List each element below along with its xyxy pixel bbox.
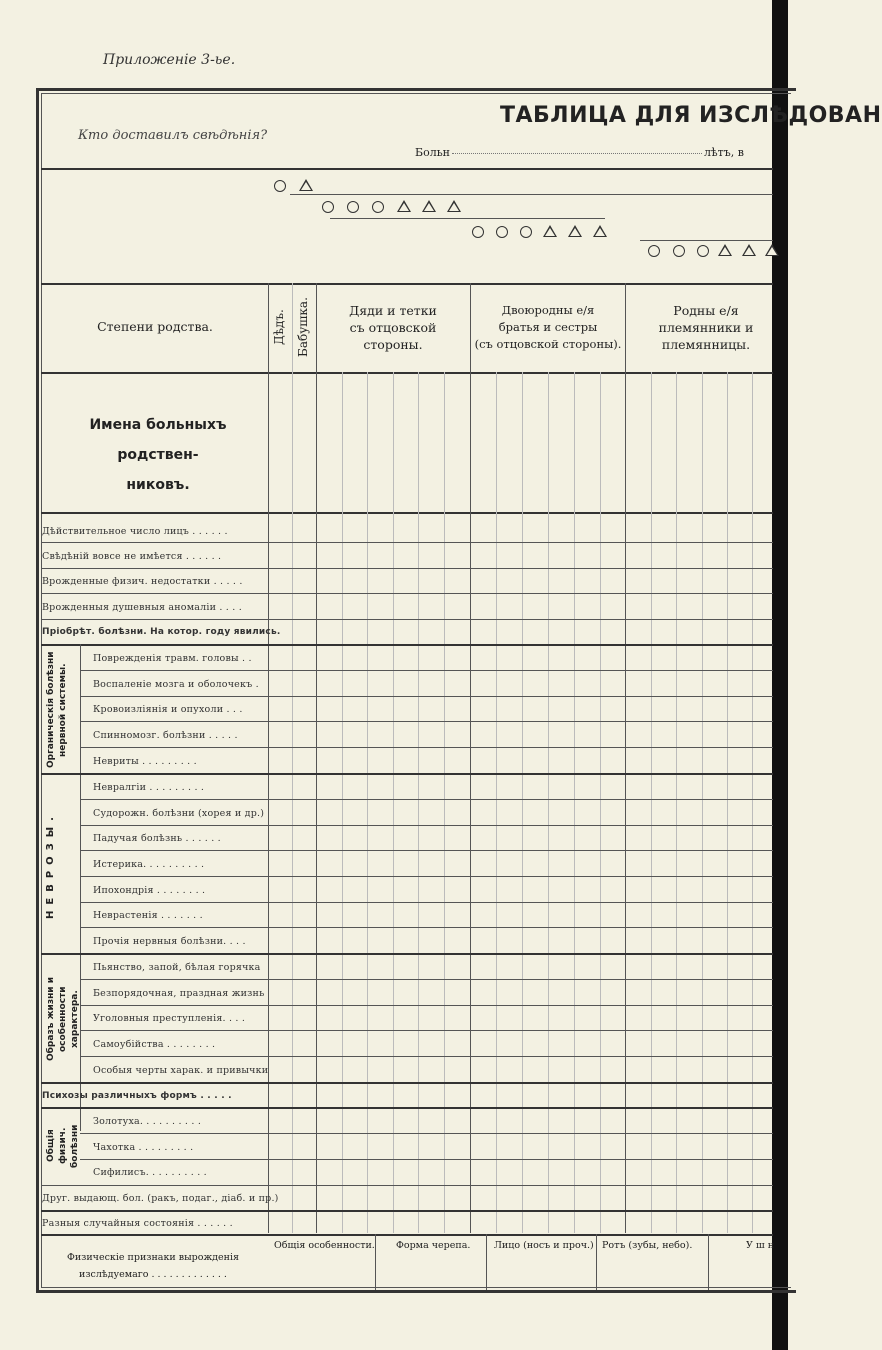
cousins-header: Двоюродны е/я братья и сестры (съ отцовской стороны). bbox=[474, 303, 622, 351]
pedigree-line-2 bbox=[330, 218, 605, 219]
male-symbol bbox=[447, 200, 461, 212]
row-other-nervous: Прочія нервныя болѣзни. . . . bbox=[93, 936, 246, 947]
grandmother-header: Бабушка. bbox=[296, 297, 310, 357]
row-hysteria: Истерика. . . . . . . . . . bbox=[93, 859, 205, 870]
footer-ears: У ш н bbox=[746, 1240, 775, 1251]
col-line-degree bbox=[268, 283, 269, 1233]
group-general-label: Общія физич. болѣзни bbox=[46, 1124, 80, 1168]
row-psychoses: Психозы различныхъ формъ . . . . . bbox=[42, 1091, 232, 1101]
pedigree-line-3 bbox=[640, 240, 773, 241]
row-drunkenness: Пьянство, запой, бѣлая горячка bbox=[93, 962, 261, 973]
row-actual-count: Дѣйствительное число лицъ . . . . . . bbox=[42, 526, 228, 537]
patient-name-blank[interactable] bbox=[452, 153, 702, 154]
row-neuralgia: Невралгіи . . . . . . . . . bbox=[93, 782, 205, 793]
row-disorderly-life: Безпорядочная, праздная жизнь bbox=[93, 988, 265, 999]
male-symbol bbox=[593, 225, 607, 237]
names-bottom-rule bbox=[41, 512, 773, 514]
row-neurasthenia: Неврастенія . . . . . . . bbox=[93, 910, 203, 921]
header-bottom-rule bbox=[41, 372, 773, 374]
group-separator-line bbox=[80, 644, 81, 1131]
female-symbol bbox=[372, 201, 384, 213]
pedigree-top-rule bbox=[41, 168, 773, 170]
male-symbol bbox=[742, 244, 756, 256]
sick-relatives-names-label: Имена больныхъ родствен- никовъ. bbox=[89, 417, 227, 493]
row-hemorrhage-tumors: Кровоизліянія и опухоли . . . bbox=[93, 704, 243, 715]
row-epilepsy: Падучая болѣзнь . . . . . . bbox=[93, 833, 221, 844]
male-symbol bbox=[422, 200, 436, 212]
male-symbol bbox=[568, 225, 582, 237]
group-organic-label: Органическія болѣзни нервной системы. bbox=[46, 651, 68, 769]
row-brain-inflammation: Воспаленіе мозга и оболочекъ . bbox=[93, 679, 259, 690]
patient-years-label: лѣтъ, в bbox=[704, 146, 744, 159]
row-head-trauma: Поврежденія травм. головы . . bbox=[93, 653, 252, 664]
row-no-info: Свѣдѣній вовсе не имѣется . . . . . . bbox=[42, 551, 222, 562]
uncles-header: Дяди и тетки съ отцовской стороны. bbox=[349, 303, 437, 352]
male-symbol bbox=[765, 244, 779, 256]
row-syphilis: Сифилисъ. . . . . . . . . . bbox=[93, 1167, 207, 1178]
male-symbol bbox=[299, 179, 313, 191]
table-top-rule bbox=[41, 283, 773, 285]
row-acquired-diseases: Пріобрѣт. болѣзни. На котор. году явились. bbox=[42, 627, 281, 637]
female-symbol bbox=[673, 245, 685, 257]
row-suicides: Самоубійства . . . . . . . . bbox=[93, 1039, 216, 1050]
female-symbol bbox=[496, 226, 508, 238]
row-congenital-mental: Врожденныя душевныя аномаліи . . . . bbox=[42, 602, 242, 613]
row-character-traits: Особыя черты харак. и привычки bbox=[93, 1065, 269, 1076]
appendix-label: Приложеніе 3-ье. bbox=[103, 52, 236, 68]
row-scrofula: Золотуха. . . . . . . . . . bbox=[93, 1116, 202, 1127]
kin-header: Родны е/я племянники и племянницы. bbox=[658, 303, 754, 352]
footer-face: Лицо (носъ и проч.) bbox=[494, 1240, 594, 1251]
page-title: ТАБЛИЦА ДЛЯ ИЗСЛѢДОВАН bbox=[500, 103, 882, 128]
group-lifestyle-label: Образъ жизни и особенности характера. bbox=[46, 976, 80, 1062]
row-spinal-diseases: Спинномозг. болѣзни . . . . . bbox=[93, 730, 238, 741]
female-symbol bbox=[648, 245, 660, 257]
female-symbol bbox=[347, 201, 359, 213]
footer-mouth: Ротъ (зубы, небо). bbox=[602, 1240, 693, 1251]
row-congenital-physical: Врожденные физич. недостатки . . . . . bbox=[42, 576, 243, 587]
group-neuroses-label: НЕВРОЗЫ. bbox=[45, 811, 56, 919]
row-random-states: Разныя случайныя состоянія . . . . . . bbox=[42, 1218, 233, 1229]
male-symbol bbox=[543, 225, 557, 237]
male-symbol bbox=[718, 244, 732, 256]
who-supplied-label: Кто доставилъ свѣдѣнія? bbox=[78, 128, 268, 143]
footer-general-features: Общія особенности. bbox=[274, 1240, 375, 1251]
footer-skull-form: Форма черепа. bbox=[396, 1240, 471, 1251]
female-symbol bbox=[274, 180, 286, 192]
degree-header: Степени родства. bbox=[97, 319, 213, 334]
female-symbol bbox=[697, 245, 709, 257]
grandfather-header: Дѣдъ. bbox=[272, 309, 286, 345]
row-consumption: Чахотка . . . . . . . . . bbox=[93, 1142, 194, 1153]
row-neuritis: Невриты . . . . . . . . . bbox=[93, 756, 197, 767]
row-hypochondria: Ипохондрія . . . . . . . . bbox=[93, 885, 206, 896]
female-symbol bbox=[472, 226, 484, 238]
pedigree-line-1 bbox=[290, 194, 773, 195]
row-convulsive-diseases: Судорожн. болѣзни (хорея и др.) bbox=[93, 808, 265, 819]
degeneration-signs-label: Физическіе признаки вырожденія изслѣдуемаго . . . . . . . . . . . . . bbox=[66, 1252, 240, 1280]
row-criminal-acts: Уголовныя преступленія. . . . bbox=[93, 1013, 246, 1024]
patient-sick-label: Больн bbox=[415, 146, 451, 159]
female-symbol bbox=[322, 201, 334, 213]
male-symbol bbox=[397, 200, 411, 212]
row-other-diseases: Друг. выдающ. бол. (ракъ, подаг., діаб. и пр.) bbox=[42, 1193, 279, 1204]
patient-line bbox=[415, 146, 744, 159]
female-symbol bbox=[520, 226, 532, 238]
